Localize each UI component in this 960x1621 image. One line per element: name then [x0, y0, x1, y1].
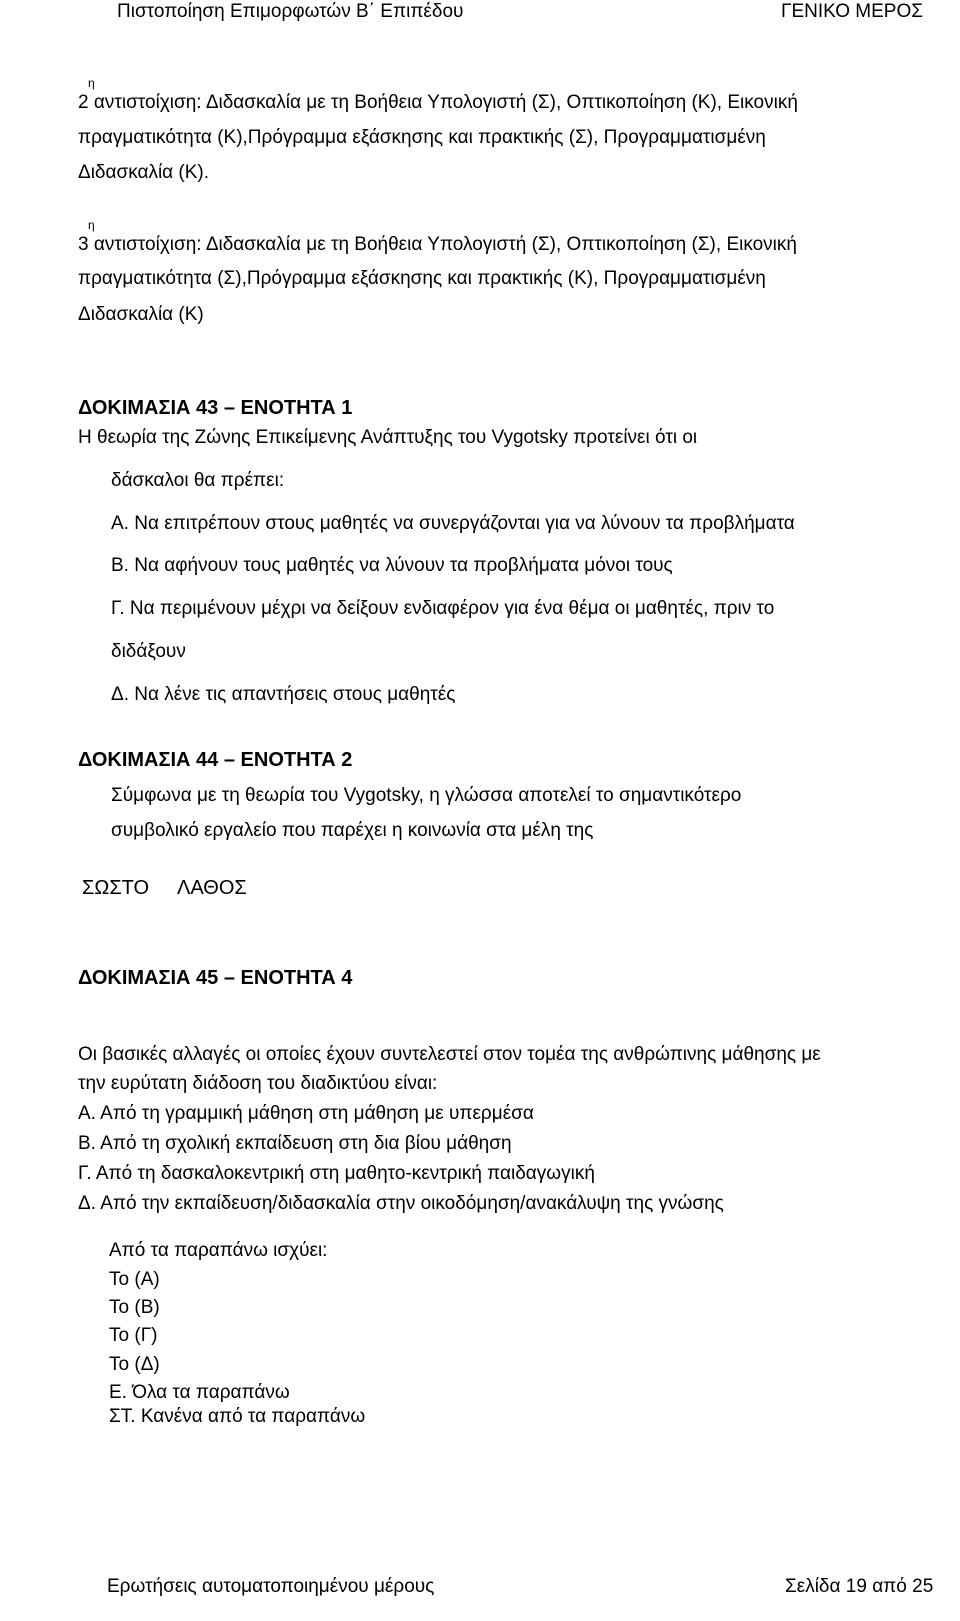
item2-number: 2: [78, 92, 89, 113]
q45-option-b: Β. Από τη σχολική εκπαίδευση στη δια βίου μάθηση: [78, 1133, 512, 1154]
q43-option-d: Δ. Να λένε τις απαντήσεις στους μαθητές: [111, 684, 456, 705]
q45-option-d: Δ. Από την εκπαίδευση/διδασκαλία στην οικοδόμηση/ανακάλυψη της γνώσης: [78, 1193, 724, 1214]
item3-line3: Διδασκαλία (Κ): [78, 304, 204, 325]
q45-choice-5: Ε. Όλα τα παραπάνω: [109, 1382, 290, 1403]
footer-left: Ερωτήσεις αυτοματοποιημένου μέρους: [107, 1576, 435, 1597]
q43-option-a: Α. Να επιτρέπουν στους μαθητές να συνεργάζονται για να λύνουν τα προβλήματα: [111, 513, 795, 534]
q43-stem-line2: δάσκαλοι θα πρέπει:: [111, 470, 285, 491]
q43-stem-line1: Η θεωρία της Ζώνης Επικείμενης Ανάπτυξης του Vygotsky προτείνει ότι οι: [78, 427, 698, 448]
item2-superscript: η: [88, 76, 95, 90]
q45-stem-line1: Οι βασικές αλλαγές οι οποίες έχουν συντελεστεί στον τομέα της ανθρώπινης μάθησης με: [78, 1044, 821, 1065]
q45-prompt: Από τα παραπάνω ισχύει:: [109, 1240, 328, 1261]
q45-option-a: Α. Από τη γραμμική μάθηση στη μάθηση με υπερμέσα: [78, 1103, 534, 1124]
item3-line2: πραγματικότητα (Σ),Πρόγραμμα εξάσκησης και πρακτικής (Κ), Προγραμματισμένη: [78, 268, 766, 289]
item3-line1-text: αντιστοίχιση: Διδασκαλία με τη Βοήθεια Υπολογιστή (Σ), Οπτικοποίηση (Σ), Εικονική: [88, 234, 797, 255]
header-left: Πιστοποίηση Επιμορφωτών Β΄ Επιπέδου: [117, 1, 464, 22]
q43-title: ΔΟΚΙΜΑΣΙΑ 43 – ΕΝΟΤΗΤΑ 1: [78, 397, 353, 419]
q45-choice-3: Το (Γ): [109, 1325, 158, 1346]
footer-page-number: Σελίδα 19 από 25: [785, 1576, 934, 1597]
q43-option-c-line2: διδάξουν: [111, 641, 186, 662]
item3-superscript: η: [88, 218, 95, 232]
q43-option-c-line1: Γ. Να περιμένουν μέχρι να δείξουν ενδιαφέρον για ένα θέμα οι μαθητές, πριν το: [111, 598, 775, 619]
item2-line3: Διδασκαλία (Κ).: [78, 162, 210, 183]
q45-choice-2: Το (Β): [109, 1297, 160, 1318]
q45-choice-6: ΣΤ. Κανένα από τα παραπάνω: [109, 1406, 366, 1427]
item2-line1: [78, 92, 798, 114]
q44-title: ΔΟΚΙΜΑΣΙΑ 44 – ΕΝΟΤΗΤΑ 2: [78, 749, 353, 771]
q45-stem-line2: την ευρύτατη διάδοση του διαδικτύου είναι:: [78, 1073, 438, 1094]
q44-answer-false: ΛΑΘΟΣ: [177, 877, 247, 899]
item3-line1: [78, 234, 797, 256]
q45-choice-4: Το (Δ): [109, 1354, 160, 1375]
q44-stem-line2: συμβολικό εργαλείο που παρέχει η κοινωνία στα μέλη της: [111, 820, 594, 841]
q45-title: ΔΟΚΙΜΑΣΙΑ 45 – ΕΝΟΤΗΤΑ 4: [78, 967, 353, 989]
item2-line2: πραγματικότητα (Κ),Πρόγραμμα εξάσκησης και πρακτικής (Σ), Προγραμματισμένη: [78, 127, 766, 148]
q43-option-b: Β. Να αφήνουν τους μαθητές να λύνουν τα προβλήματα μόνοι τους: [111, 555, 673, 576]
q45-option-c: Γ. Από τη δασκαλοκεντρική στη μαθητο-κεντρική παιδαγωγική: [78, 1163, 595, 1184]
q45-choice-1: Το (Α): [109, 1269, 160, 1290]
item3-number: 3: [78, 234, 89, 255]
q44-stem-line1: Σύμφωνα με τη θεωρία του Vygotsky, η γλώσσα αποτελεί το σημαντικότερο: [111, 785, 742, 806]
header-right: ΓΕΝΙΚΟ ΜΕΡΟΣ: [781, 1, 923, 22]
q44-answer-true: ΣΩΣΤΟ: [82, 877, 150, 899]
item2-line1-text: αντιστοίχιση: Διδασκαλία με τη Βοήθεια Υπολογιστή (Σ), Οπτικοποίηση (Κ), Εικονική: [88, 92, 798, 113]
